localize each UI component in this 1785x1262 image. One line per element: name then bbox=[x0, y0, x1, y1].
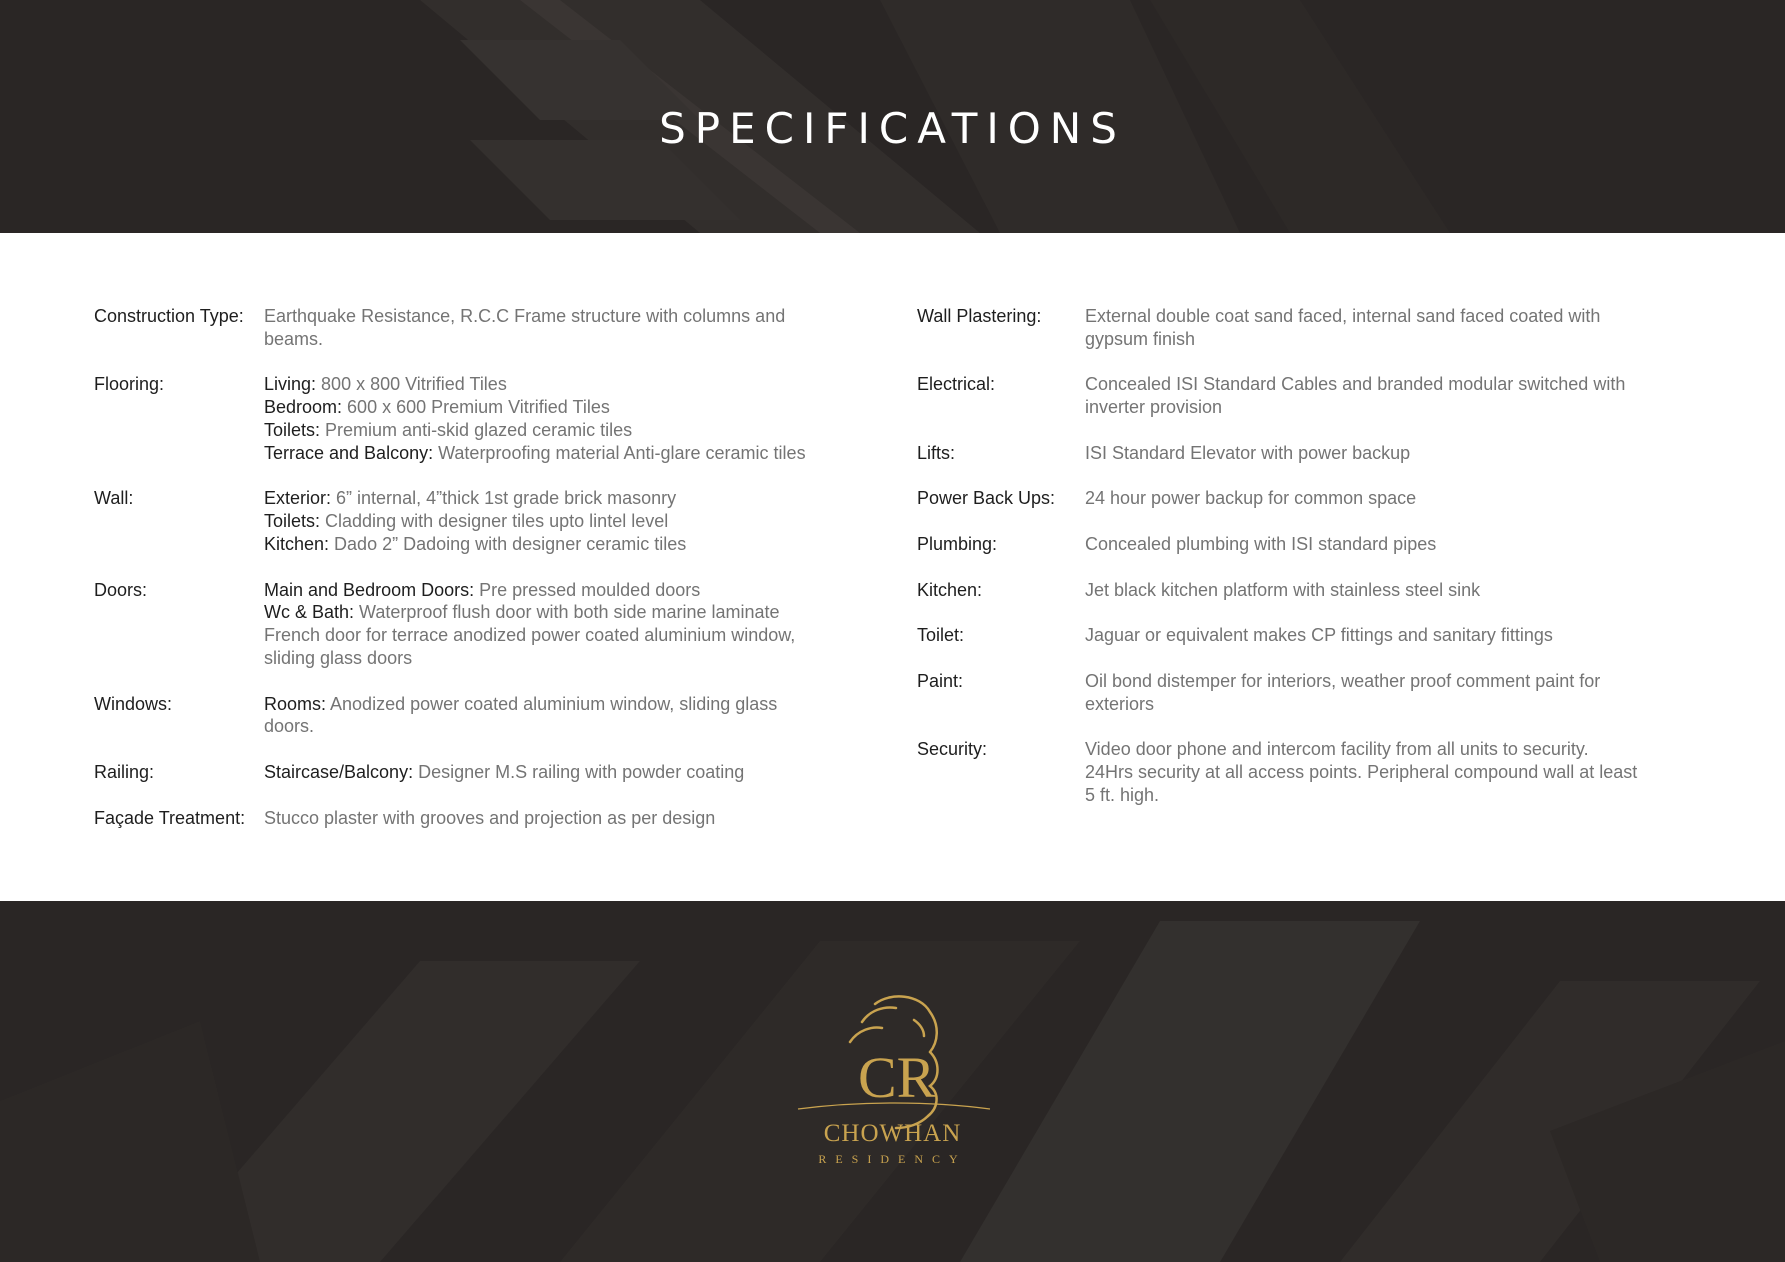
spec-sub-label: Living: bbox=[264, 374, 322, 395]
spec-line bbox=[264, 487, 854, 510]
spec-row bbox=[94, 579, 854, 670]
spec-value bbox=[1085, 533, 1667, 556]
spec-label: Flooring: bbox=[94, 374, 165, 395]
spec-sub-label: Bedroom: bbox=[264, 397, 348, 418]
spec-sub-label: Main and Bedroom Doors: bbox=[264, 579, 480, 600]
logo-monogram: CR bbox=[858, 1045, 936, 1110]
spec-row bbox=[94, 693, 854, 739]
spec-label: Construction Type: bbox=[94, 306, 244, 326]
spec-line bbox=[264, 761, 854, 784]
page-title: SPECIFICATIONS bbox=[659, 104, 1126, 153]
spec-label: Paint: bbox=[917, 670, 964, 691]
spec-sub-value: 5 ft. high. bbox=[1085, 784, 1160, 805]
spec-line bbox=[264, 419, 854, 442]
spec-sub-value: 600 x 600 Premium Vitrified Tiles bbox=[347, 397, 610, 418]
spec-line bbox=[264, 624, 854, 647]
spec-label: Wall Plastering: bbox=[917, 306, 1042, 326]
spec-line bbox=[264, 579, 854, 602]
spec-label: Security: bbox=[917, 739, 988, 760]
spec-line bbox=[1085, 442, 1667, 465]
spec-sub-value: Video door phone and intercom facility from all units to security. bbox=[1085, 739, 1589, 760]
spec-sub-value: Dado 2” Dadoing with designer ceramic tiles bbox=[334, 533, 687, 554]
spec-sub-value: inverter provision bbox=[1085, 397, 1223, 418]
spec-sub-value: Earthquake Resistance, R.C.C Frame structure with columns and bbox=[264, 306, 786, 326]
spec-sub-label: Staircase/Balcony: bbox=[264, 761, 419, 782]
spec-row bbox=[94, 373, 854, 464]
spec-sub-value: gypsum finish bbox=[1085, 328, 1196, 349]
spec-value bbox=[1085, 738, 1667, 806]
spec-row bbox=[917, 442, 1667, 465]
spec-value bbox=[1085, 579, 1667, 602]
spec-sub-value: Designer M.S railing with powder coating bbox=[418, 761, 745, 782]
spec-line bbox=[1085, 305, 1667, 328]
spec-sub-label: Toilets: bbox=[264, 419, 326, 440]
spec-line bbox=[264, 396, 854, 419]
spec-sub-value: Pre pressed moulded doors bbox=[479, 579, 701, 600]
spec-label: Lifts: bbox=[917, 442, 956, 463]
spec-sub-value: Stucco plaster with grooves and projection as per design bbox=[264, 807, 716, 828]
spec-line bbox=[264, 442, 854, 465]
spec-row bbox=[917, 738, 1667, 806]
spec-value bbox=[264, 693, 854, 739]
spec-value bbox=[1085, 670, 1667, 716]
spec-label: Wall: bbox=[94, 488, 134, 509]
spec-sub-value: Concealed plumbing with ISI standard pipes bbox=[1085, 533, 1437, 554]
spec-sub-value: Anodized power coated aluminium window, sliding glass bbox=[330, 693, 778, 714]
spec-row bbox=[94, 487, 854, 555]
spec-sub-label: Terrace and Balcony: bbox=[264, 442, 439, 463]
spec-sub-value: Waterproof flush door with both side marine laminate bbox=[359, 602, 780, 623]
spec-line bbox=[264, 305, 854, 328]
spec-sub-label: Kitchen: bbox=[264, 533, 335, 554]
spec-value bbox=[264, 761, 854, 784]
spec-row bbox=[94, 807, 854, 830]
brand-name: CHOWHAN bbox=[823, 1120, 962, 1147]
spec-line bbox=[1085, 624, 1667, 647]
spec-row bbox=[94, 761, 854, 784]
spec-line bbox=[264, 328, 854, 351]
spec-sub-value: French door for terrace anodized power coated aluminium window, bbox=[264, 625, 796, 646]
spec-row bbox=[917, 670, 1667, 716]
spec-sub-value: Jet black kitchen platform with stainless steel sink bbox=[1085, 579, 1481, 600]
spec-sub-value: Premium anti-skid glazed ceramic tiles bbox=[325, 419, 633, 440]
spec-line bbox=[264, 373, 854, 396]
spec-row bbox=[917, 373, 1667, 419]
spec-label: Façade Treatment: bbox=[94, 807, 246, 828]
spec-label: Railing: bbox=[94, 761, 155, 782]
header-band bbox=[0, 0, 1785, 233]
spec-value bbox=[264, 305, 854, 351]
spec-line bbox=[1085, 533, 1667, 556]
spec-line bbox=[264, 601, 854, 624]
spec-line bbox=[264, 715, 854, 738]
brand-subtitle: RESIDENCY bbox=[818, 1152, 967, 1166]
spec-row bbox=[917, 624, 1667, 647]
spec-sub-value: Concealed ISI Standard Cables and branded modular switched with bbox=[1085, 374, 1626, 395]
spec-line bbox=[1085, 487, 1667, 510]
spec-sub-value: External double coat sand faced, internal sand faced coated with bbox=[1085, 306, 1601, 326]
spec-sub-value: Oil bond distemper for interiors, weather proof comment paint for bbox=[1085, 670, 1601, 691]
spec-value bbox=[264, 373, 854, 464]
spec-line bbox=[1085, 693, 1667, 716]
spec-sub-value: ISI Standard Elevator with power backup bbox=[1085, 442, 1411, 463]
spec-sub-value: Cladding with designer tiles upto lintel level bbox=[325, 511, 669, 532]
spec-sub-value: sliding glass doors bbox=[264, 647, 413, 668]
spec-sub-value: exteriors bbox=[1085, 693, 1155, 714]
spec-line bbox=[1085, 761, 1667, 784]
spec-sub-label: Wc & Bath: bbox=[264, 602, 360, 623]
spec-value bbox=[1085, 305, 1667, 351]
spec-sub-label: Rooms: bbox=[264, 693, 331, 714]
spec-row bbox=[917, 305, 1667, 351]
spec-label: Doors: bbox=[94, 579, 148, 600]
spec-row bbox=[917, 487, 1667, 510]
spec-line bbox=[1085, 670, 1667, 693]
spec-sub-value: Waterproofing material Anti-glare ceramic tiles bbox=[438, 442, 806, 463]
spec-value bbox=[1085, 442, 1667, 465]
spec-line bbox=[264, 807, 854, 830]
spec-sub-label: Toilets: bbox=[264, 511, 326, 532]
spec-line bbox=[1085, 738, 1667, 761]
spec-label: Toilet: bbox=[917, 625, 965, 646]
specs-right-column bbox=[917, 305, 1667, 829]
spec-sub-value: beams. bbox=[264, 328, 324, 349]
spec-row bbox=[917, 533, 1667, 556]
spec-sub-value: 6” internal, 4”thick 1st grade brick masonry bbox=[336, 488, 677, 509]
spec-line bbox=[1085, 784, 1667, 807]
spec-sub-value: 24Hrs security at all access points. Peripheral compound wall at least bbox=[1085, 761, 1638, 782]
specifications-content bbox=[0, 233, 1785, 901]
spec-sub-value: Jaguar or equivalent makes CP fittings and sanitary fittings bbox=[1085, 625, 1553, 646]
spec-line bbox=[1085, 579, 1667, 602]
spec-line bbox=[264, 647, 854, 670]
spec-line bbox=[1085, 396, 1667, 419]
spec-line bbox=[1085, 373, 1667, 396]
spec-label: Power Back Ups: bbox=[917, 488, 1056, 509]
spec-line bbox=[1085, 328, 1667, 351]
spec-value bbox=[264, 579, 854, 670]
spec-line bbox=[264, 693, 854, 716]
spec-sub-label: Exterior: bbox=[264, 488, 337, 509]
spec-label: Electrical: bbox=[917, 374, 996, 395]
spec-line bbox=[264, 510, 854, 533]
specs-left-column bbox=[94, 305, 854, 852]
spec-value bbox=[264, 807, 854, 830]
spec-value bbox=[264, 487, 854, 555]
spec-label: Plumbing: bbox=[917, 533, 998, 554]
spec-line bbox=[264, 533, 854, 556]
spec-sub-value: doors. bbox=[264, 716, 315, 737]
spec-label: Windows: bbox=[94, 693, 173, 714]
spec-row bbox=[94, 305, 854, 351]
spec-value bbox=[1085, 373, 1667, 419]
spec-label: Kitchen: bbox=[917, 579, 983, 600]
spec-sub-value: 800 x 800 Vitrified Tiles bbox=[321, 374, 507, 395]
spec-value bbox=[1085, 487, 1667, 510]
spec-value bbox=[1085, 624, 1667, 647]
spec-row bbox=[917, 579, 1667, 602]
spec-sub-value: 24 hour power backup for common space bbox=[1085, 488, 1417, 509]
